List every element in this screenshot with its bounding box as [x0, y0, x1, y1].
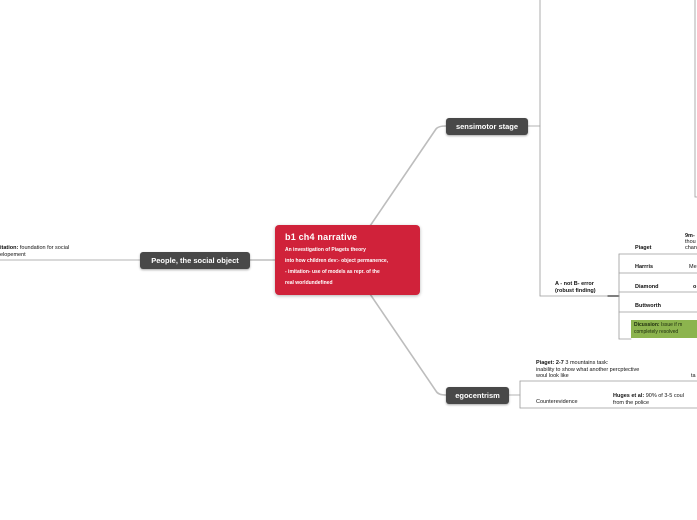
ego-piaget-bold: Piaget: 2-7 [536, 360, 564, 366]
link-central-sensimotor [370, 126, 446, 226]
topic-sensimotor-stage[interactable] [446, 118, 528, 135]
left-note-text: foundation for social [18, 245, 70, 251]
central-title: b1 ch4 narrative [285, 232, 358, 242]
anot-label-line1: A - not B- error [555, 281, 594, 287]
left-note-line2: elopement [0, 251, 26, 258]
child-diamond[interactable]: Diamond [635, 284, 659, 290]
topic-egocentrism[interactable] [446, 387, 509, 404]
child-buttworth[interactable]: Buttworth [635, 303, 661, 309]
topic-egocentrism-label: egocentrism [455, 391, 500, 400]
ego-piaget-text: 3 mountains task: [563, 360, 609, 366]
central-desc-line-2: into how children dev:- object permanence, [285, 258, 389, 264]
topic-people-social-object[interactable] [140, 252, 250, 269]
discussion-line2: completely resolved [634, 328, 679, 335]
topic-people-label: People, the social object [151, 256, 239, 265]
central-description [285, 245, 410, 289]
piaget-note-line2: thou [685, 239, 696, 245]
ego-side-note: ta [691, 373, 696, 379]
piaget-note-line3: chan [685, 245, 697, 251]
ego-counterevidence[interactable]: Counterevidence [536, 399, 578, 405]
link-central-egocentrism [370, 294, 446, 395]
child-piaget[interactable]: Piaget [635, 245, 652, 251]
discussion-note[interactable] [631, 320, 697, 338]
ego-huges-bold: Huges et al: [613, 393, 645, 399]
harrris-note: Me [689, 264, 697, 270]
central-desc-line-1: An investigation of Piagets theory [285, 247, 366, 253]
ego-piaget-line2: inability to show what another percptective [536, 366, 640, 373]
discussion-bold: Dicussion: [634, 322, 660, 328]
central-desc-line-3: - imitation- use of models as repr. of the [285, 269, 380, 275]
central-desc-line-4: real worldundefined [285, 280, 333, 286]
anot-error-label[interactable] [555, 281, 596, 294]
ego-huges-text: 90% of 3-5 coul [644, 393, 684, 399]
ego-huges-note[interactable] [613, 393, 684, 406]
ego-huges-line2: from the police [613, 399, 650, 406]
piaget-note-line1: 9m- [685, 233, 695, 239]
anot-label-line2: (robust finding) [555, 287, 596, 294]
topic-sensimotor-label: sensimotor stage [455, 122, 519, 131]
ego-piaget-line3: woul look like [536, 373, 569, 379]
left-note [0, 245, 69, 258]
left-note-bold: itation: [0, 245, 19, 251]
ego-piaget-note[interactable] [536, 360, 639, 380]
central-topic[interactable] [275, 225, 420, 295]
discussion-text: Issue if m [659, 322, 683, 328]
child-harrris[interactable]: Harrris [635, 264, 654, 270]
diamond-note: o [693, 284, 697, 290]
